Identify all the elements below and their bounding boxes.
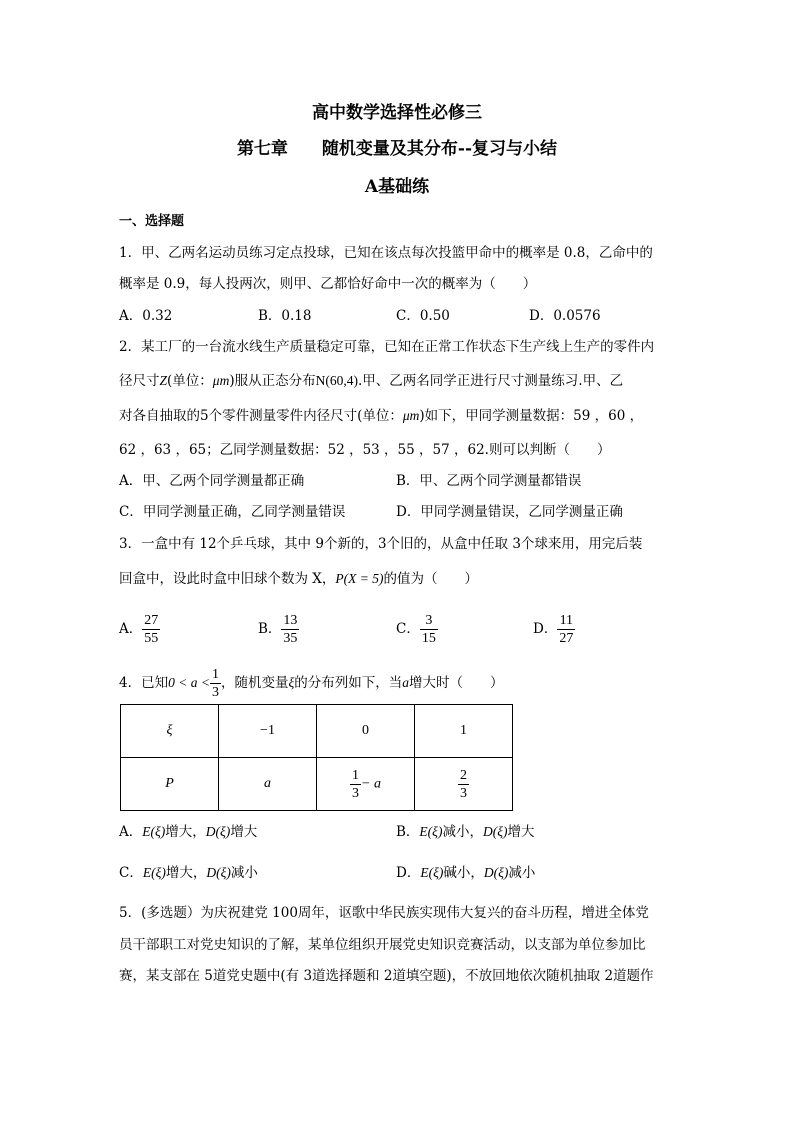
q3-line-2 bbox=[119, 570, 478, 588]
q4-a: a bbox=[402, 675, 409, 690]
fraction-numerator: 3 bbox=[420, 612, 438, 630]
expectation: E(ξ) bbox=[420, 865, 444, 880]
q5-line-2: 员干部职工对党史知识的了解，某单位组织开展党史知识竞赛活动，以支部为单位参加比 bbox=[119, 937, 646, 953]
q3-option-d-label: D． bbox=[533, 621, 558, 637]
q1-line-1: 1．甲、乙两名运动员练习定点投球，已知在该点每次投篮甲命中的概率是 0.8，乙命中的 bbox=[119, 245, 653, 261]
q2-unit: μm bbox=[212, 373, 230, 388]
table-fraction bbox=[350, 767, 361, 802]
q2-line-2 bbox=[119, 372, 623, 390]
fraction-denominator: 55 bbox=[144, 631, 159, 646]
table-cell bbox=[415, 758, 513, 811]
q1-option-b: B．0.18 bbox=[258, 308, 312, 324]
q4-option-text: 减小， bbox=[442, 824, 483, 840]
table-row bbox=[121, 758, 513, 811]
q4-option-c bbox=[119, 864, 258, 882]
fraction-denominator: 27 bbox=[559, 631, 574, 646]
q4-option-label: A． bbox=[119, 824, 143, 840]
expectation: E(ξ) bbox=[142, 824, 166, 839]
q2-line-1: 2．某工厂的一台流水线生产质量稳定可靠，已知在正常工作状态下生产线上生产的零件内 bbox=[119, 339, 655, 355]
q2-var-z: Z bbox=[159, 373, 168, 388]
q3-option-b bbox=[258, 612, 299, 647]
q3-option-a-fraction bbox=[142, 612, 160, 647]
q4-option-text: 增大， bbox=[165, 824, 206, 840]
q2-option-b: B．甲、乙两个同学测量都错误 bbox=[396, 473, 582, 489]
q4-option-text: 增大， bbox=[165, 865, 207, 881]
variance: D(ξ) bbox=[482, 824, 508, 839]
minus-a: − a bbox=[361, 776, 381, 792]
fraction-numerator: 1 bbox=[352, 767, 360, 783]
level-title: A基础练 bbox=[364, 177, 430, 197]
fraction-denominator: 3 bbox=[211, 685, 219, 700]
q2-option-c: C．甲同学测量正确，乙同学测量错误 bbox=[119, 504, 346, 520]
q3-line-1: 3．一盒中有 12个乒乓球，其中 9个新的，3个旧的，从盒中任取 3个球来用，用完后装 bbox=[119, 536, 643, 552]
fraction-denominator: 3 bbox=[352, 785, 360, 801]
q2-text-c: )服从正态分布 bbox=[229, 373, 316, 389]
expectation: E(ξ) bbox=[142, 865, 166, 880]
table-cell: 1 bbox=[415, 705, 513, 758]
q4-option-d bbox=[396, 864, 535, 882]
doc-title: 高中数学选择性必修三 bbox=[312, 103, 482, 123]
table-cell bbox=[317, 758, 415, 811]
q2-line-4: 62 ，63 ，65；乙同学测量数据：52 ，53 ，55 ，57 ，62.则可以判断（ ） bbox=[119, 442, 611, 458]
variance: D(ξ) bbox=[206, 865, 231, 880]
q4-option-b bbox=[396, 823, 534, 841]
q4-line-1 bbox=[119, 666, 503, 701]
q2-unit-2: μm bbox=[402, 408, 420, 423]
fraction-numerator: 13 bbox=[283, 613, 298, 628]
q2-text-b: (单位： bbox=[167, 373, 213, 389]
q3-option-d-fraction bbox=[557, 612, 575, 647]
q5-line-3: 赛，某支部在 5道党史题中(有 3道选择题和 2道填空题)，不放回地依次随机抽取 2道题作 bbox=[119, 968, 654, 984]
q4-option-text: 增大 bbox=[230, 824, 258, 840]
q4-text-b: ，随机变量 bbox=[220, 675, 289, 691]
q4-text-c: 的分布列如下，当 bbox=[294, 675, 403, 691]
table-cell: a bbox=[219, 758, 317, 811]
q2-option-d: D．甲同学测量错误，乙同学测量正确 bbox=[396, 504, 623, 520]
q2-line-3 bbox=[119, 407, 643, 425]
q3-option-c-label: C． bbox=[396, 621, 420, 637]
q4-option-label: D． bbox=[396, 865, 421, 881]
q1-option-a: A．0.32 bbox=[119, 308, 173, 324]
q4-option-a bbox=[119, 823, 257, 841]
table-cell: −1 bbox=[219, 705, 317, 758]
q4-option-label: C． bbox=[119, 865, 143, 881]
q4-condition: 0 < a < bbox=[168, 675, 210, 690]
fraction-denominator: 3 bbox=[460, 785, 467, 801]
q3-option-a-label: A． bbox=[119, 621, 143, 637]
q4-condition-fraction bbox=[210, 666, 221, 701]
chapter-title: 第七章 随机变量及其分布--复习与小结 bbox=[236, 139, 558, 159]
q3-option-b-label: B． bbox=[258, 621, 282, 637]
expectation: E(ξ) bbox=[419, 824, 443, 839]
table-cell: 0 bbox=[317, 705, 415, 758]
table-cell: ξ bbox=[121, 705, 219, 758]
q2-text-a: 径尺寸 bbox=[119, 373, 160, 389]
q2-text-f: )如下，甲同学测量数据：59 ，60 ， bbox=[419, 408, 644, 424]
q4-option-text: 碱小， bbox=[443, 865, 484, 881]
q1-option-c: C．0.50 bbox=[396, 308, 450, 324]
q3-option-a bbox=[119, 612, 160, 647]
q2-normal-dist: N(60,4) bbox=[315, 373, 358, 388]
q4-option-text: 增大 bbox=[507, 824, 535, 840]
fraction-denominator: 35 bbox=[283, 631, 298, 646]
q2-option-a: A．甲、乙两个同学测量都正确 bbox=[119, 473, 305, 489]
q5-line-1: 5．(多选题）为庆祝建党 100周年，讴歌中华民族实现伟大复兴的奋斗历程，增进全体党 bbox=[119, 905, 649, 921]
q3-option-d bbox=[533, 612, 575, 647]
q4-option-label: B． bbox=[396, 824, 420, 840]
q3-prob-expr: P(X = 5) bbox=[335, 571, 384, 586]
q3-text-a: 回盒中，设此时盒中旧球个数为 X， bbox=[119, 571, 336, 587]
q4-xi: ξ bbox=[288, 675, 295, 690]
fraction-numerator: 27 bbox=[144, 613, 159, 628]
fraction-numerator: 2 bbox=[460, 767, 467, 783]
variance: D(ξ) bbox=[205, 824, 231, 839]
q2-text-d: .甲、乙两名同学正进行尺寸测量练习.甲、乙 bbox=[357, 373, 624, 389]
q4-option-text: 减小 bbox=[508, 865, 536, 881]
q2-text-e: 对各自抽取的5个零件测量零件内径尺寸(单位： bbox=[119, 408, 403, 424]
table-fraction bbox=[458, 767, 469, 802]
q3-option-c bbox=[396, 612, 438, 647]
q4-option-text: 减小 bbox=[230, 865, 258, 881]
q3-option-b-fraction bbox=[281, 612, 299, 647]
table-cell: P bbox=[121, 758, 219, 811]
variance: D(ξ) bbox=[483, 865, 509, 880]
fraction-denominator: 15 bbox=[421, 631, 436, 646]
section-heading: 一、选择题 bbox=[119, 214, 185, 229]
q3-option-c-fraction bbox=[420, 612, 438, 647]
q4-text-d: 增大时（ ） bbox=[408, 675, 504, 691]
fraction-numerator: 1 bbox=[211, 667, 219, 682]
q1-option-d: D．0.0576 bbox=[529, 308, 601, 324]
distribution-table bbox=[120, 704, 513, 811]
table-row bbox=[121, 705, 513, 758]
q4-text-a: 4．已知 bbox=[119, 675, 169, 691]
fraction-numerator: 11 bbox=[557, 612, 575, 630]
q1-line-2: 概率是 0.9，每人投两次，则甲、乙都恰好命中一次的概率为（ ） bbox=[119, 276, 537, 292]
q3-text-b: 的值为（ ） bbox=[383, 571, 478, 587]
